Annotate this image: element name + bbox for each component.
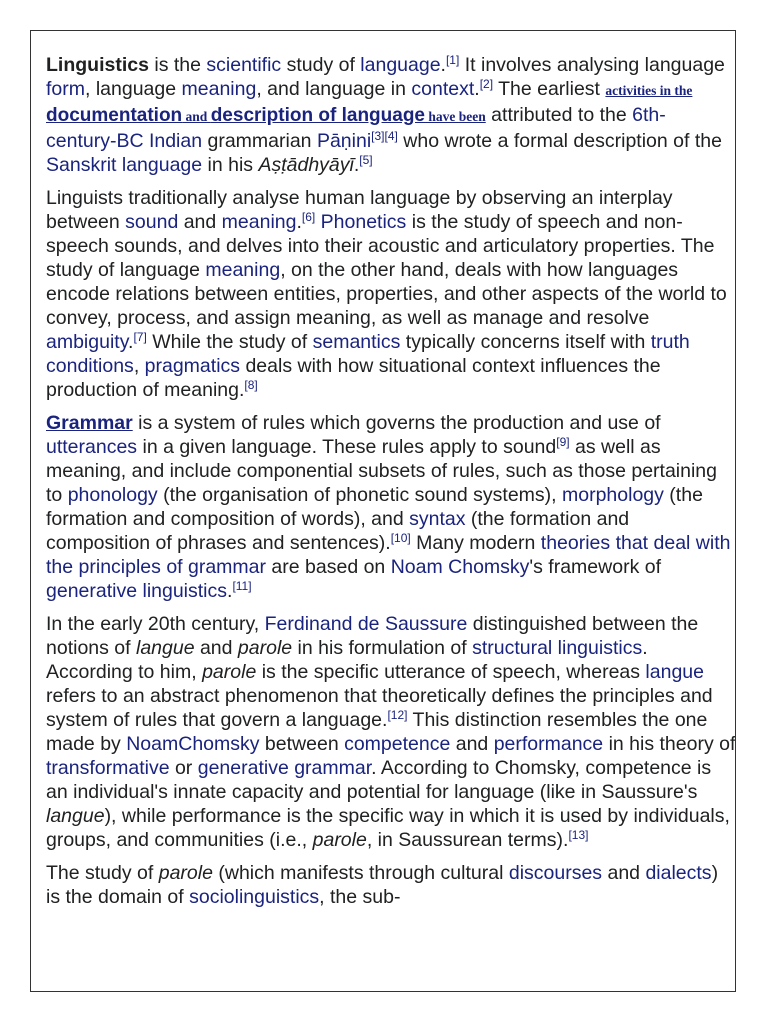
document-frame (30, 30, 736, 992)
text: , and language in (256, 78, 412, 100)
citation-6[interactable]: [6] (301, 210, 316, 224)
link-part: and (182, 109, 211, 124)
citation-7[interactable]: [7] (133, 330, 147, 344)
term-parole: parole (202, 661, 257, 683)
text: . According to him, (46, 637, 648, 683)
link-performance[interactable]: performance (493, 733, 604, 755)
text: are based on (266, 556, 391, 578)
text: (the formation and composition of words), and (46, 484, 703, 530)
link-syntax[interactable]: syntax (409, 508, 466, 530)
text: and (178, 211, 222, 233)
text: 's framework of (529, 556, 661, 578)
text: distinguished between the notions of (46, 613, 699, 659)
link-morphology[interactable]: morphology (562, 484, 664, 506)
text: study of (281, 54, 361, 76)
term-parole: parole (237, 637, 293, 659)
text: . (353, 154, 360, 176)
text: This distinction resembles the one made by (46, 709, 708, 755)
link-meaning[interactable]: meaning (205, 259, 281, 281)
link-part: documentation (46, 105, 183, 126)
article-body (46, 53, 736, 918)
text: attributed to the (485, 104, 633, 126)
link-langue[interactable]: langue (645, 661, 704, 683)
link-semantics[interactable]: semantics (312, 331, 401, 353)
link-generative-linguistics[interactable]: generative linguistics (46, 580, 228, 602)
link-structural-linguistics[interactable]: structural linguistics (472, 637, 643, 659)
link-panini[interactable]: Pāṇini (316, 130, 372, 152)
text: , language (85, 78, 182, 100)
text: in a given language. These rules apply to sound (137, 436, 557, 458)
citation-5[interactable]: [5] (359, 153, 373, 167)
text: deals with how situational context influences the production of meaning. (46, 355, 661, 401)
text: who wrote a formal description of the (397, 130, 722, 152)
link-language[interactable]: language (360, 54, 441, 76)
text: grammarian (202, 130, 317, 152)
citation-12[interactable]: [12] (387, 708, 408, 722)
term-ashtadhyayi: Aṣṭādhyāyī (258, 154, 354, 176)
term-langue: langue (135, 637, 195, 659)
link-pragmatics[interactable]: pragmatics (144, 355, 241, 377)
link-part: have been (425, 109, 486, 124)
link-sanskrit[interactable]: Sanskrit language (46, 154, 203, 176)
link-transformative[interactable]: transformative (46, 757, 170, 779)
text: . (474, 78, 480, 100)
link-truth-conditions[interactable]: truth conditions (46, 331, 690, 377)
link-saussure[interactable]: Ferdinand de Saussure (264, 613, 468, 635)
text: is the study of speech and non-speech sounds, and delves into their acoustic and articulatory properties. The study of language (46, 211, 715, 281)
text: is the specific utterance of speech, whereas (256, 661, 646, 683)
text: Many modern (410, 532, 541, 554)
term-parole: parole (312, 829, 367, 851)
link-sound[interactable]: sound (125, 211, 179, 233)
link-meaning[interactable]: meaning (221, 211, 297, 233)
text: The study of (46, 862, 159, 884)
text: , in Saussurean terms). (366, 829, 569, 851)
text: and (450, 733, 494, 755)
text: is a system of rules which governs the production and use of (132, 412, 661, 434)
link-noam-chomsky[interactable]: Noam Chomsky (390, 556, 530, 578)
text: . (227, 580, 233, 602)
paragraph-1 (46, 53, 736, 177)
paragraph-4 (46, 612, 736, 852)
text: . According to Chomsky, competence is an individual's innate capacity and potential for language (like in Saussure's (46, 757, 712, 803)
text: . (296, 211, 302, 233)
text: or (169, 757, 198, 779)
text: refers to an abstract phenomenon that theoretically defines the principles and system of rules that govern a language. (46, 685, 713, 731)
link-ambiguity[interactable]: ambiguity (46, 331, 129, 353)
link-noamchomsky[interactable]: NoamChomsky (126, 733, 260, 755)
citation-9[interactable]: [9] (556, 435, 570, 449)
text: , the sub- (319, 886, 401, 908)
link-6th-century[interactable]: 6th-century-BC Indian (46, 104, 666, 152)
paragraph-2 (46, 186, 736, 402)
text: in his (202, 154, 259, 176)
paragraph-5 (46, 861, 736, 909)
citation-10[interactable]: [10] (390, 531, 411, 545)
link-theories-of-grammar[interactable]: theories that deal with the principles of grammar (46, 532, 731, 578)
citation-8[interactable]: [8] (244, 378, 258, 392)
text: . (128, 331, 134, 353)
link-phonology[interactable]: phonology (67, 484, 158, 506)
text: (which manifests through cultural (212, 862, 509, 884)
text: Linguists traditionally analyse human language by observing an interplay between (46, 187, 673, 233)
text: In the early 20th century, (46, 613, 265, 635)
text: ), while performance is the specific way in which it is used by individuals, groups, and communities (i.e., (46, 805, 730, 851)
text: . (440, 54, 446, 76)
text: (the formation and composition of phrases and sentences). (46, 508, 630, 554)
link-discourses[interactable]: discourses (508, 862, 603, 884)
citation-2[interactable]: [2] (479, 77, 494, 91)
citation-3-4[interactable]: [3][4] (371, 129, 398, 143)
link-part: description of language (210, 105, 426, 126)
link-utterances[interactable]: utterances (46, 436, 138, 458)
citation-11[interactable]: [11] (232, 579, 252, 593)
citation-13[interactable]: [13] (568, 828, 589, 842)
text: , on the other hand, deals with how languages encode relations between entities, properties, and other aspects of the world to convey, process, and assign meaning, as well as manage and resolve (46, 259, 727, 329)
term-linguistics: Linguistics (46, 54, 149, 76)
link-dialects[interactable]: dialects (645, 862, 712, 884)
text: as well as meaning, and include componential subsets of rules, such as those pertaining to (46, 436, 717, 506)
link-grammar[interactable]: Grammar (46, 412, 133, 434)
link-sociolinguistics[interactable]: sociolinguistics (189, 886, 320, 908)
text: It involves analysing language (459, 54, 725, 76)
term-parole: parole (158, 862, 213, 884)
text: and (194, 637, 238, 659)
text: , (133, 355, 145, 377)
link-scientific[interactable]: scientific (206, 54, 282, 76)
text: The earliest (493, 78, 606, 100)
term-langue: langue (46, 805, 105, 827)
text: is the (148, 54, 207, 76)
text: in his theory of (603, 733, 736, 755)
citation-1[interactable]: [1] (445, 53, 460, 67)
text: typically concerns itself with (400, 331, 651, 353)
text: ) is the domain of (46, 862, 719, 908)
paragraph-3 (46, 411, 736, 603)
link-form[interactable]: form (46, 78, 85, 100)
text: While the study of (146, 331, 313, 353)
link-part: activities in the (605, 83, 693, 98)
text: in his formulation of (292, 637, 473, 659)
text: and (602, 862, 646, 884)
link-generative-grammar[interactable]: generative grammar (197, 757, 372, 779)
text: between (259, 733, 345, 755)
text: (the organisation of phonetic sound systems), (157, 484, 562, 506)
link-competence[interactable]: competence (344, 733, 451, 755)
link-context[interactable]: context (411, 78, 475, 100)
link-phonetics[interactable]: Phonetics (320, 211, 407, 233)
link-meaning[interactable]: meaning (181, 78, 257, 100)
